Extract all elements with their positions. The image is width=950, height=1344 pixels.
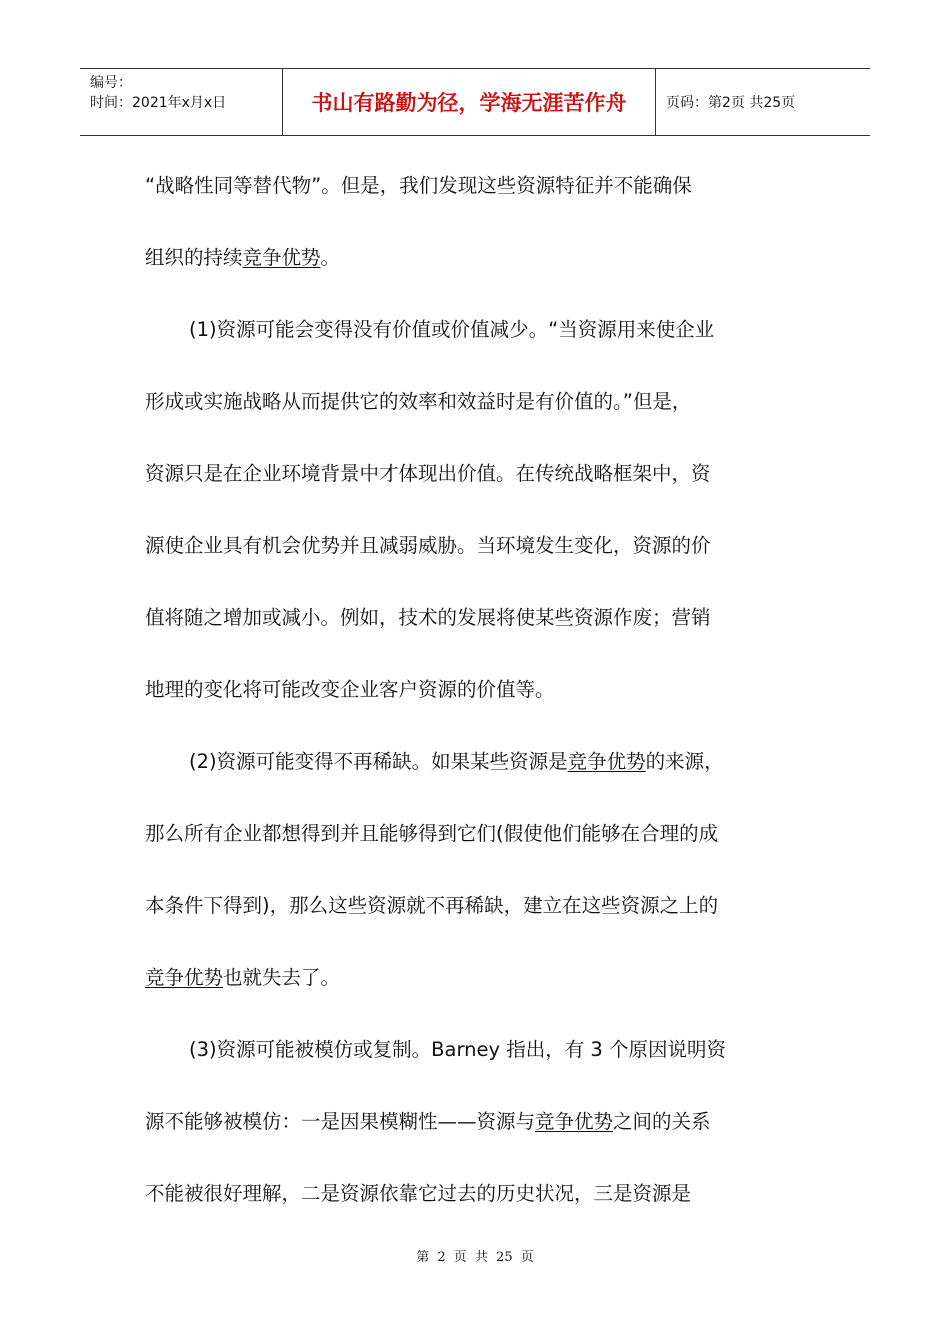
text-line: [145, 942, 815, 1014]
page-footer: 第 2 页 共 25 页: [416, 1250, 534, 1265]
paragraph-start: (3)资源可能被模仿或复制。Barney 指出，有 3 个原因说明资: [189, 1038, 727, 1061]
document-time: 时间：2021年x月x日: [90, 95, 227, 111]
text-span: 源不能够被模仿：一是因果模糊性——资源与: [145, 1110, 536, 1133]
text-line: [145, 1086, 815, 1158]
text-line: 本条件下得到)，那么这些资源就不再稀缺，建立在这些资源之上的: [145, 894, 719, 917]
header-page-info: 页码：第2页 共25页: [666, 95, 796, 111]
document-number-label: 编号：: [90, 75, 132, 91]
text-span: (2)资源可能变得不再稀缺。如果某些资源是: [189, 750, 568, 773]
text-span: 的来源，: [645, 750, 724, 773]
page-header: [80, 68, 870, 136]
text-line: 资源只是在企业环境背景中才体现出价值。在传统战略框架中，资: [145, 462, 711, 485]
paragraph-start: (1)资源可能会变得没有价值或价值减少。“当资源用来使企业: [189, 318, 715, 341]
text-span: 之间的关系: [613, 1110, 711, 1133]
text-line: 不能被很好理解，二是资源依靠它过去的历史状况，三是资源是: [145, 1182, 692, 1205]
underlined-term: 竞争优势: [567, 750, 646, 773]
text-line: 源使企业具有机会优势并且减弱威胁。当环境发生变化，资源的价: [145, 534, 711, 557]
paragraph-start: [145, 726, 815, 798]
header-motto: 书山有路勤为径，学海无涯苦作舟: [283, 69, 656, 135]
header-meta: [80, 69, 283, 135]
text-span: 组织的持续: [145, 246, 243, 269]
text-line: [145, 222, 815, 294]
text-span: 。: [320, 246, 341, 269]
underlined-term: 竞争优势: [535, 1110, 614, 1133]
underlined-term: 竞争优势: [145, 966, 224, 989]
underlined-term: 竞争优势: [242, 246, 321, 269]
document-body: [145, 150, 815, 1230]
text-line: “战略性同等替代物”。但是，我们发现这些资源特征并不能确保: [145, 174, 692, 197]
text-line: 形成或实施战略从而提供它的效率和效益时是有价值的。”但是，: [145, 390, 692, 413]
text-line: 值将随之增加或减小。例如，技术的发展将使某些资源作废；营销: [145, 606, 711, 629]
text-line: 地理的变化将可能改变企业客户资源的价值等。: [145, 678, 555, 701]
text-line: 那么所有企业都想得到并且能够得到它们(假使他们能够在合理的成: [145, 822, 719, 845]
text-span: 也就失去了。: [223, 966, 341, 989]
